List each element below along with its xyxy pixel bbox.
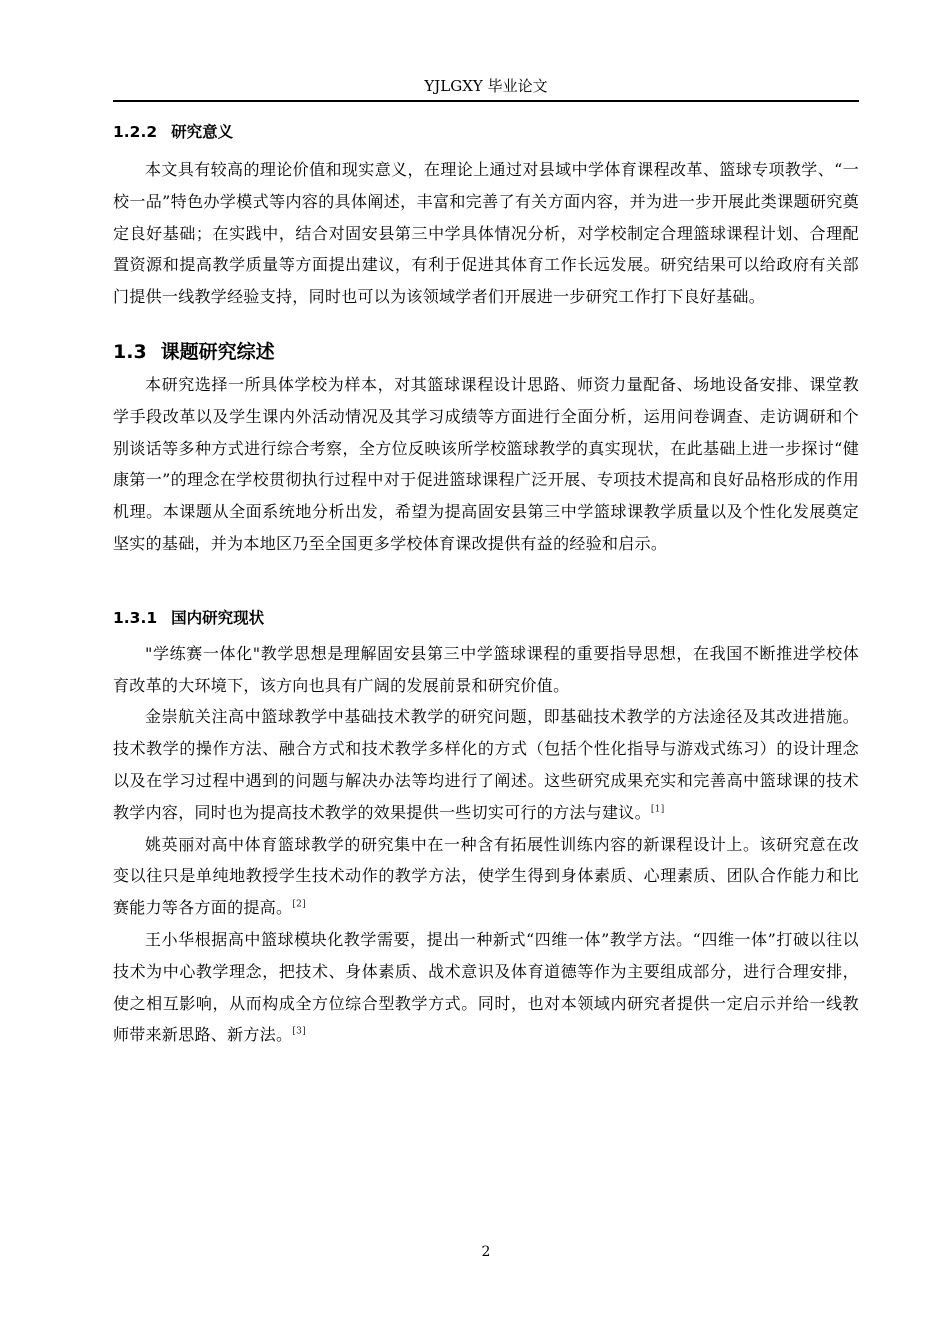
section-title: 研究意义 [171, 123, 234, 141]
paragraph [113, 829, 859, 924]
section-heading-1-2-2 [113, 118, 859, 146]
paragraph: 本文具有较高的理论价值和现实意义，在理论上通过对县域中学体育课程改革、篮球专项教学、“一校一品”特色办学模式等内容的具体阐述，丰富和完善了有关方面内容，并为进一步开展此类课题研究奠定良好基础；在实践中，结合对固安县第三中学具体情况分析，对学校制定合理篮球课程计划、合理配置资源和提高教学质量等方面提出建议，有利于促进其体育工作长远发展。研究结果可以给政府有关部门提供一线教学经验支持，同时也可以为该领域学者们开展进一步研究工作打下良好基础。 [113, 160, 859, 307]
page-number: 2 [481, 1244, 491, 1260]
section-title: 课题研究综述 [160, 340, 275, 363]
section-number: 1.3.1 [113, 608, 158, 627]
paragraph-text: 金崇航关注高中篮球教学中基础技术教学的研究问题，即基础技术教学的方法途径及其改进措施。技术教学的操作方法、融合方式和技术教学多样化的方式（包括个性化指导与游戏式练习）的设计理念以及在学习过程中遇到的问题与解决办法等均进行了阐述。这些研究成果充实和完善高中篮球课的技术教学内容，同时也为提高技术教学的效果提供一些切实可行的方法与建议。 [113, 707, 859, 822]
citation-ref[interactable]: [3] [292, 1027, 306, 1037]
header-rule [113, 100, 859, 102]
citation-ref[interactable]: [1] [650, 804, 665, 815]
page-content [113, 118, 859, 1051]
paragraph [113, 924, 859, 1051]
section-number: 1.2.2 [113, 123, 158, 141]
section-title: 国内研究现状 [171, 608, 265, 627]
page-header: YJLGXY 毕业论文 [424, 77, 548, 95]
paragraph: "学练赛一体化"教学思想是理解固安县第三中学篮球课程的重要指导思想，在我国不断推进学校体育改革的大环境下，该方向也具有广阔的发展前景和研究价值。 [113, 643, 859, 695]
citation-ref[interactable]: [2] [292, 899, 306, 910]
section-heading-1-3-1 [113, 604, 859, 632]
paragraph-text: 王小华根据高中篮球模块化教学需要，提出一种新式“四维一体”教学方法。“四维一体”打破以往以技术为中心教学理念，把技术、身体素质、战术意识及体育道德等作为主要组成部分，进行合理安排，使之相互影响，从而构成全方位综合型教学方式。同时，也对本领域内研究者提供一定启示并给一线教师带来新思路、新方法。 [113, 929, 859, 1045]
paragraph: 本研究选择一所具体学校为样本，对其篮球课程设计思路、师资力量配备、场地设备安排、课堂教学手段改革以及学生课内外活动情况及其学习成绩等方面进行全面分析，运用问卷调查、走访调研和个别谈话等多种方式进行综合考察，全方位反映该所学校篮球教学的真实现状，在此基础上进一步探讨“健康第一”的理念在学校贯彻执行过程中对于促进篮球课程广泛开展、专项技术提高和良好品格形成的作用机理。本课题从全面系统地分析出发，希望为提高固安县第三中学篮球课教学质量以及个性化发展奠定坚实的基础，并为本地区乃至全国更多学校体育课改提供有益的经验和启示。 [113, 374, 859, 553]
paragraph [113, 701, 859, 828]
section-number: 1.3 [113, 340, 147, 363]
section-heading-1-3 [113, 335, 859, 369]
paragraph-text: 姚英丽对高中体育篮球教学的研究集中在一种含有拓展性训练内容的新课程设计上。该研究意在改变以往只是单纯地教授学生技术动作的教学方法，使学生得到身体素质、心理素质、团队合作能力和比赛能力等各方面的提高。 [113, 834, 859, 918]
